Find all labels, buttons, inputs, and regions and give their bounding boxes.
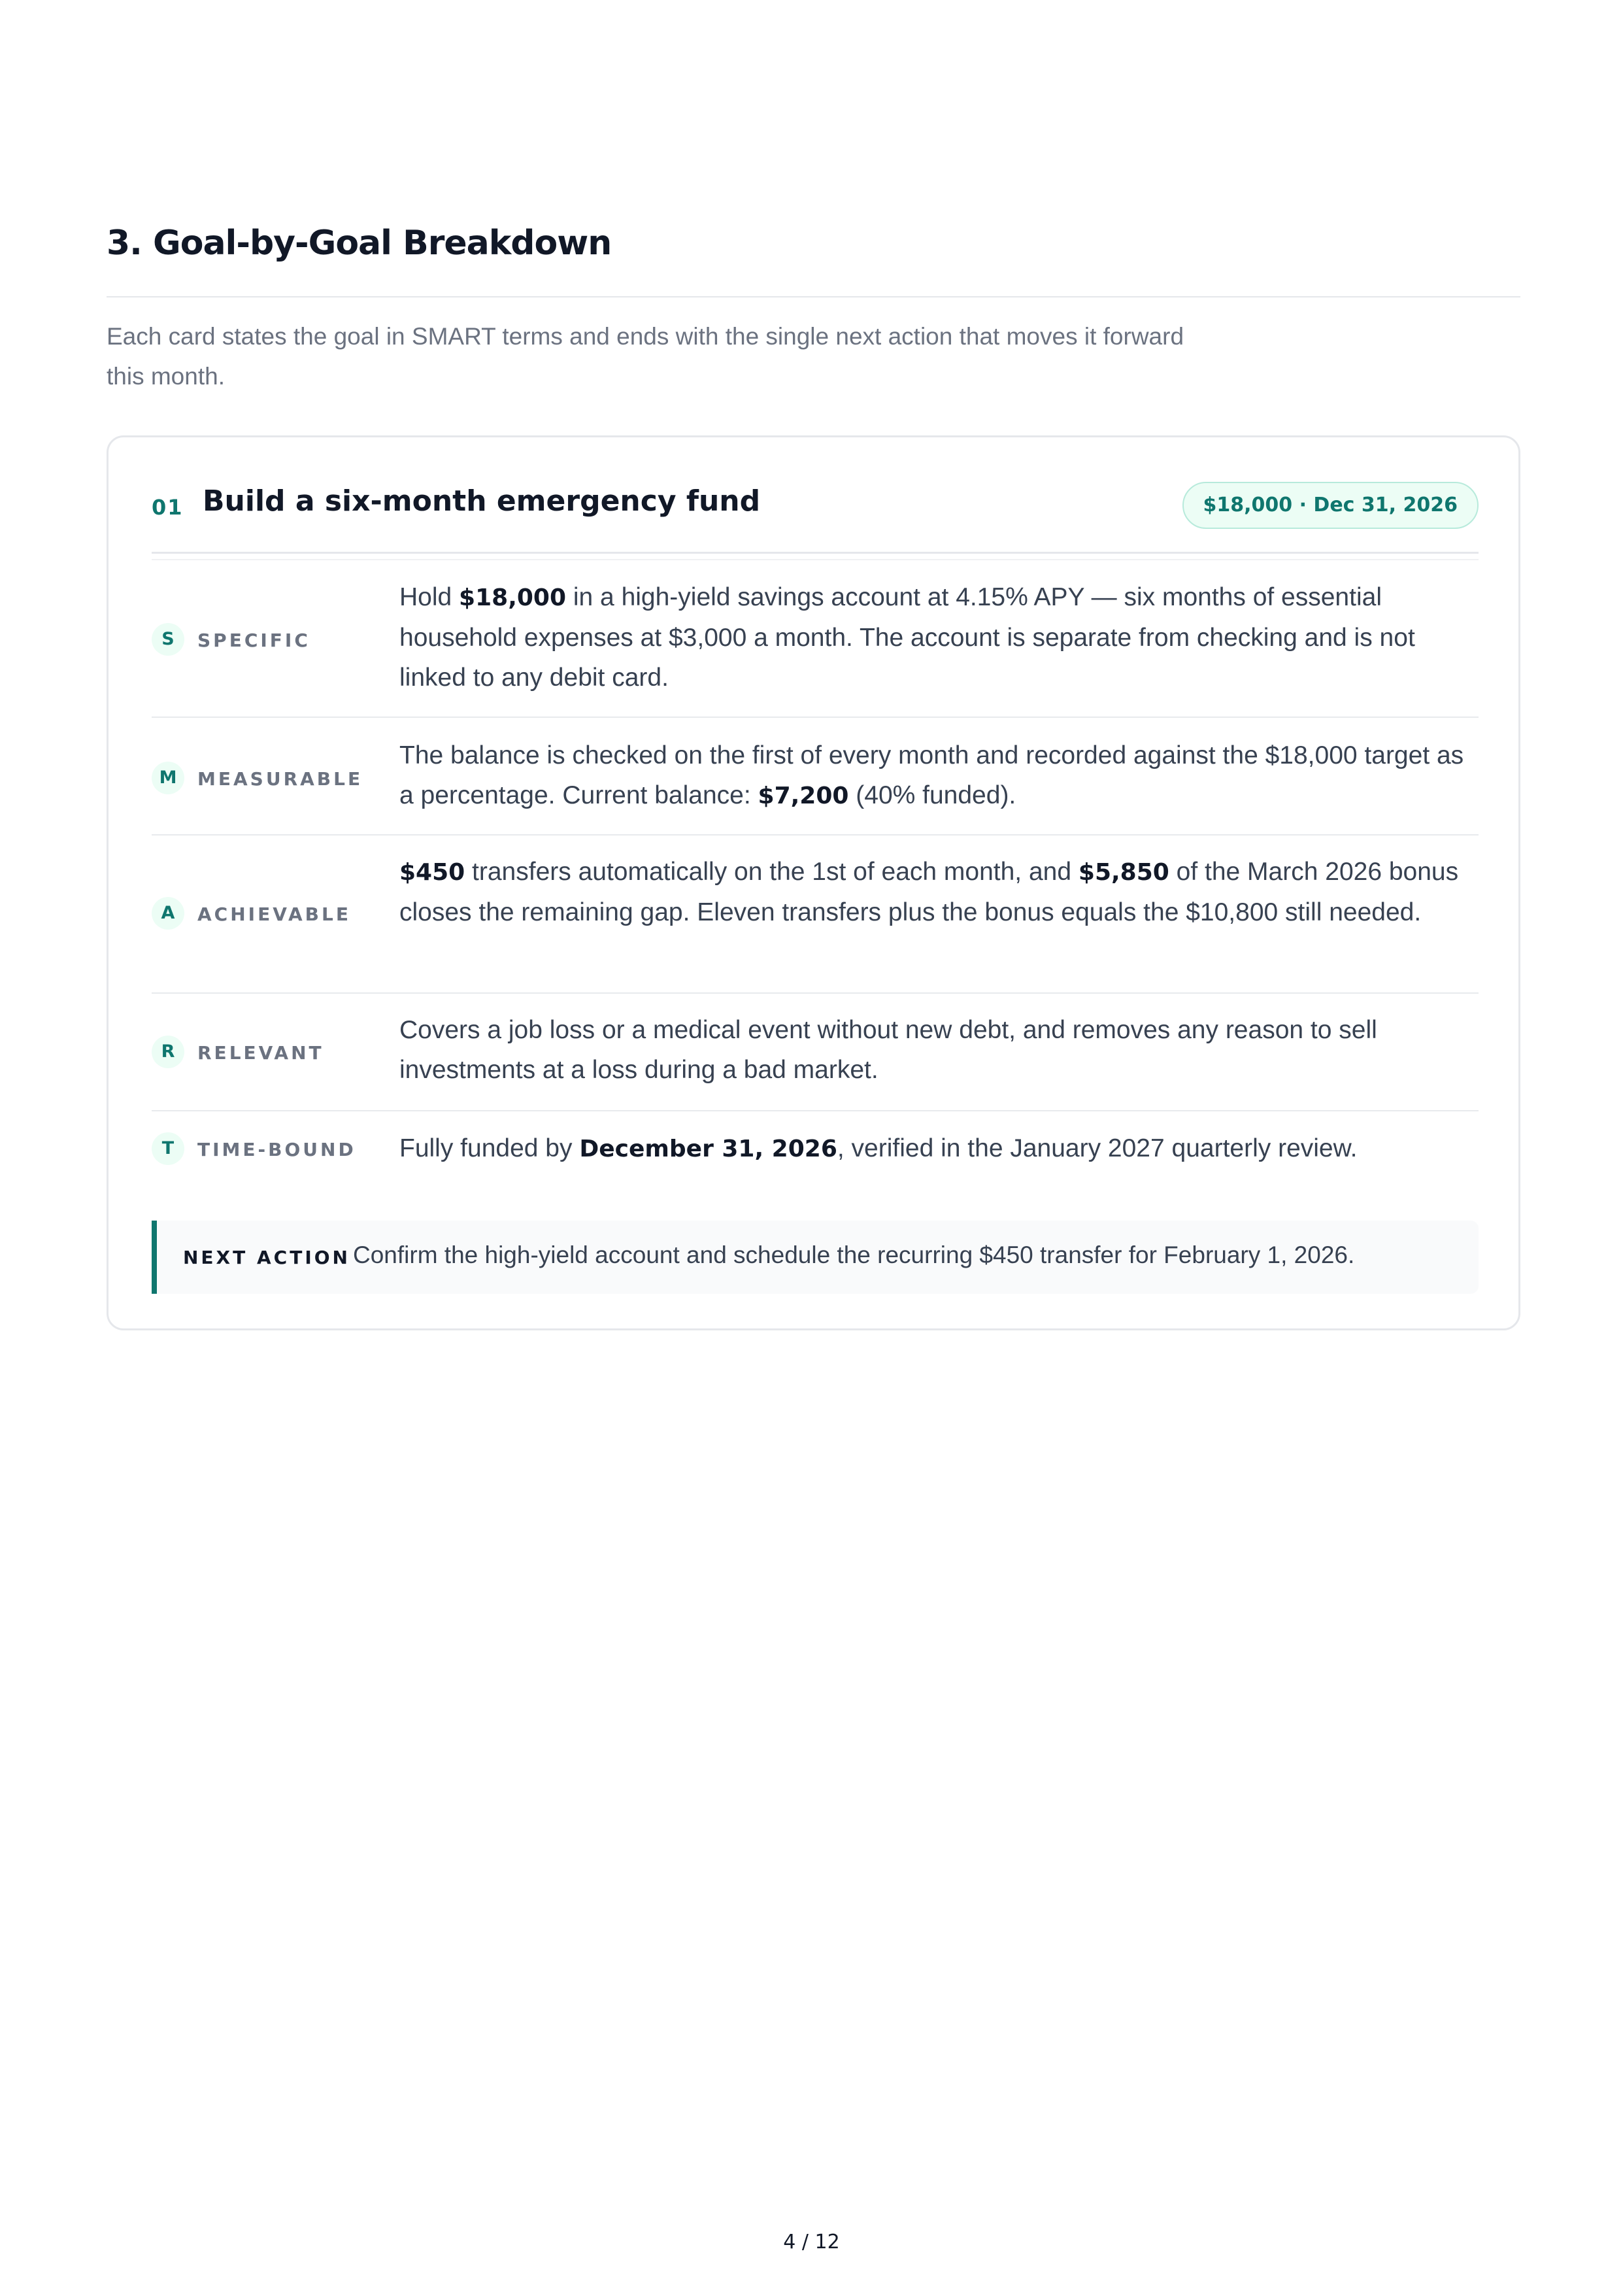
criterion-label: TIME-BOUND <box>197 1139 356 1160</box>
criterion-letter-badge: M <box>152 762 184 794</box>
goal-title: Build a six-month emergency fund <box>203 484 761 518</box>
header-divider-secondary <box>152 559 1479 560</box>
next-action-label: NEXT ACTION <box>183 1247 350 1268</box>
page-number: 4 / 12 <box>783 2231 840 2254</box>
criterion-label: SPECIFIC <box>197 630 310 651</box>
criterion-label: RELEVANT <box>197 1042 324 1064</box>
next-action-text: Confirm the high-yield account and schedule the recurring $450 transfer for February 1, 2026. <box>353 1241 1355 1268</box>
next-action-callout <box>152 1221 1479 1294</box>
highlight-amount: $450 <box>399 859 465 886</box>
goal-target-badge: $18,000 · Dec 31, 2026 <box>1182 482 1479 529</box>
criterion-letter-badge: R <box>152 1036 184 1068</box>
highlight-amount: $5,850 <box>1078 859 1169 886</box>
criterion-specific <box>152 562 1479 718</box>
criterion-letter-badge: S <box>152 623 184 656</box>
criterion-letter-badge: T <box>152 1132 184 1165</box>
criterion-time-bound <box>152 1111 1479 1183</box>
criterion-relevant <box>152 994 1479 1111</box>
criterion-measurable <box>152 718 1479 836</box>
criterion-text: $450 transfers automatically on the 1st of each month, and $5,850 of the March 2026 bonus closes the remaining gap. Eleven transfers plus the bonus equals the $10,800 still needed. <box>399 858 1459 926</box>
goal-number: 01 <box>152 495 184 520</box>
section-divider <box>107 296 1520 297</box>
highlight-amount: $18,000 <box>459 584 567 611</box>
goal-card-header <box>152 477 1479 529</box>
criterion-text: Fully funded by December 31, 2026, verified in the January 2027 quarterly review. <box>399 1134 1358 1162</box>
criterion-text: Covers a job loss or a medical event without new debt, and removes any reason to sell investments at a loss during a bad market. <box>399 1016 1377 1084</box>
header-divider <box>152 552 1479 554</box>
criterion-text: The balance is checked on the first of every month and recorded against the $18,000 target as a percentage. Current balance: $7,200 (40% funded). <box>399 741 1464 809</box>
highlight-amount: $7,200 <box>758 783 849 809</box>
highlight-date: December 31, 2026 <box>579 1136 837 1162</box>
section-intro: Each card states the goal in SMART terms and ends with the single next action that moves it forward this month. <box>107 323 1184 390</box>
goal-card <box>107 435 1520 1330</box>
criterion-text: Hold $18,000 in a high-yield savings account at 4.15% APY — six months of essential household expenses at $3,000 a month. The account is separate from checking and is not linked to any debit card. <box>399 583 1415 692</box>
criterion-label: MEASURABLE <box>197 768 363 790</box>
section-title: 3. Goal-by-Goal Breakdown <box>107 224 612 263</box>
criterion-letter-badge: A <box>152 897 184 930</box>
criterion-label: ACHIEVABLE <box>197 903 351 925</box>
criterion-achievable <box>152 836 1479 994</box>
